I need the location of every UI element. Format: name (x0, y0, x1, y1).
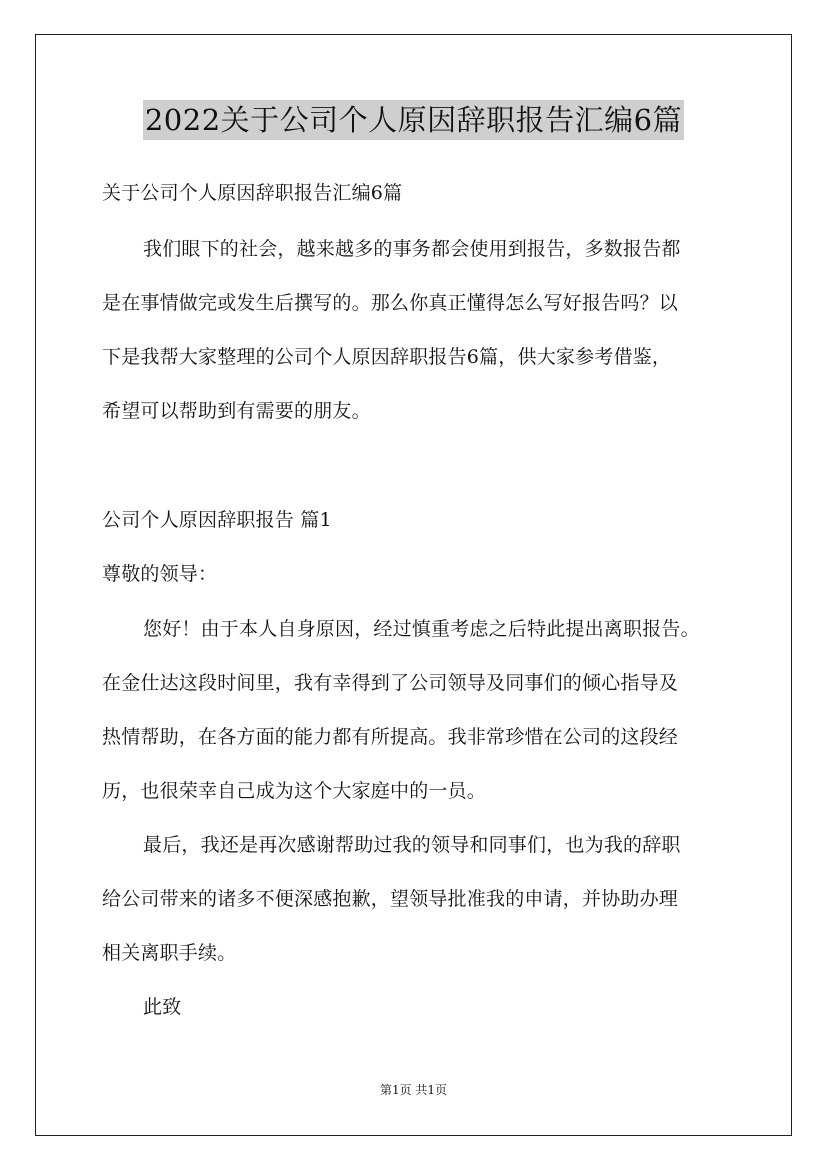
document-title-block (0, 100, 827, 140)
closing: 此致 (143, 996, 182, 1018)
body-line: 您好！由于本人自身原因，经过慎重考虑之后特此提出离职报告。 (143, 618, 700, 640)
intro-line: 我们眼下的社会，越来越多的事务都会使用到报告，多数报告都 (143, 238, 681, 260)
page-footer (0, 1082, 827, 1098)
body-line: 在金仕达这段时间里，我有幸得到了公司领导及同事们的倾心指导及 (102, 672, 679, 694)
document-title: 2022关于公司个人原因辞职报告汇编6篇 (143, 100, 684, 140)
intro-line: 是在事情做完或发生后撰写的。那么你真正懂得怎么写好报告吗？以 (102, 292, 679, 314)
body-line: 历，也很荣幸自己成为这个大家庭中的一员。 (102, 780, 487, 802)
page-number: 第1页 共1页 (379, 1083, 448, 1097)
body-line: 给公司带来的诸多不便深感抱歉，望领导批准我的申请，并协助办理 (102, 888, 679, 910)
document-subtitle: 关于公司个人原因辞职报告汇编6篇 (102, 182, 403, 204)
salutation: 尊敬的领导： (102, 563, 218, 585)
intro-line: 希望可以帮助到有需要的朋友。 (102, 400, 371, 422)
intro-line: 下是我帮大家整理的公司个人原因辞职报告6篇，供大家参考借鉴， (102, 346, 672, 368)
section-heading: 公司个人原因辞职报告 篇1 (102, 509, 332, 531)
body-line: 最后，我还是再次感谢帮助过我的领导和同事们，也为我的辞职 (143, 834, 681, 856)
body-line: 热情帮助，在各方面的能力都有所提高。我非常珍惜在公司的这段经 (102, 726, 679, 748)
body-line: 相关离职手续。 (102, 942, 237, 964)
